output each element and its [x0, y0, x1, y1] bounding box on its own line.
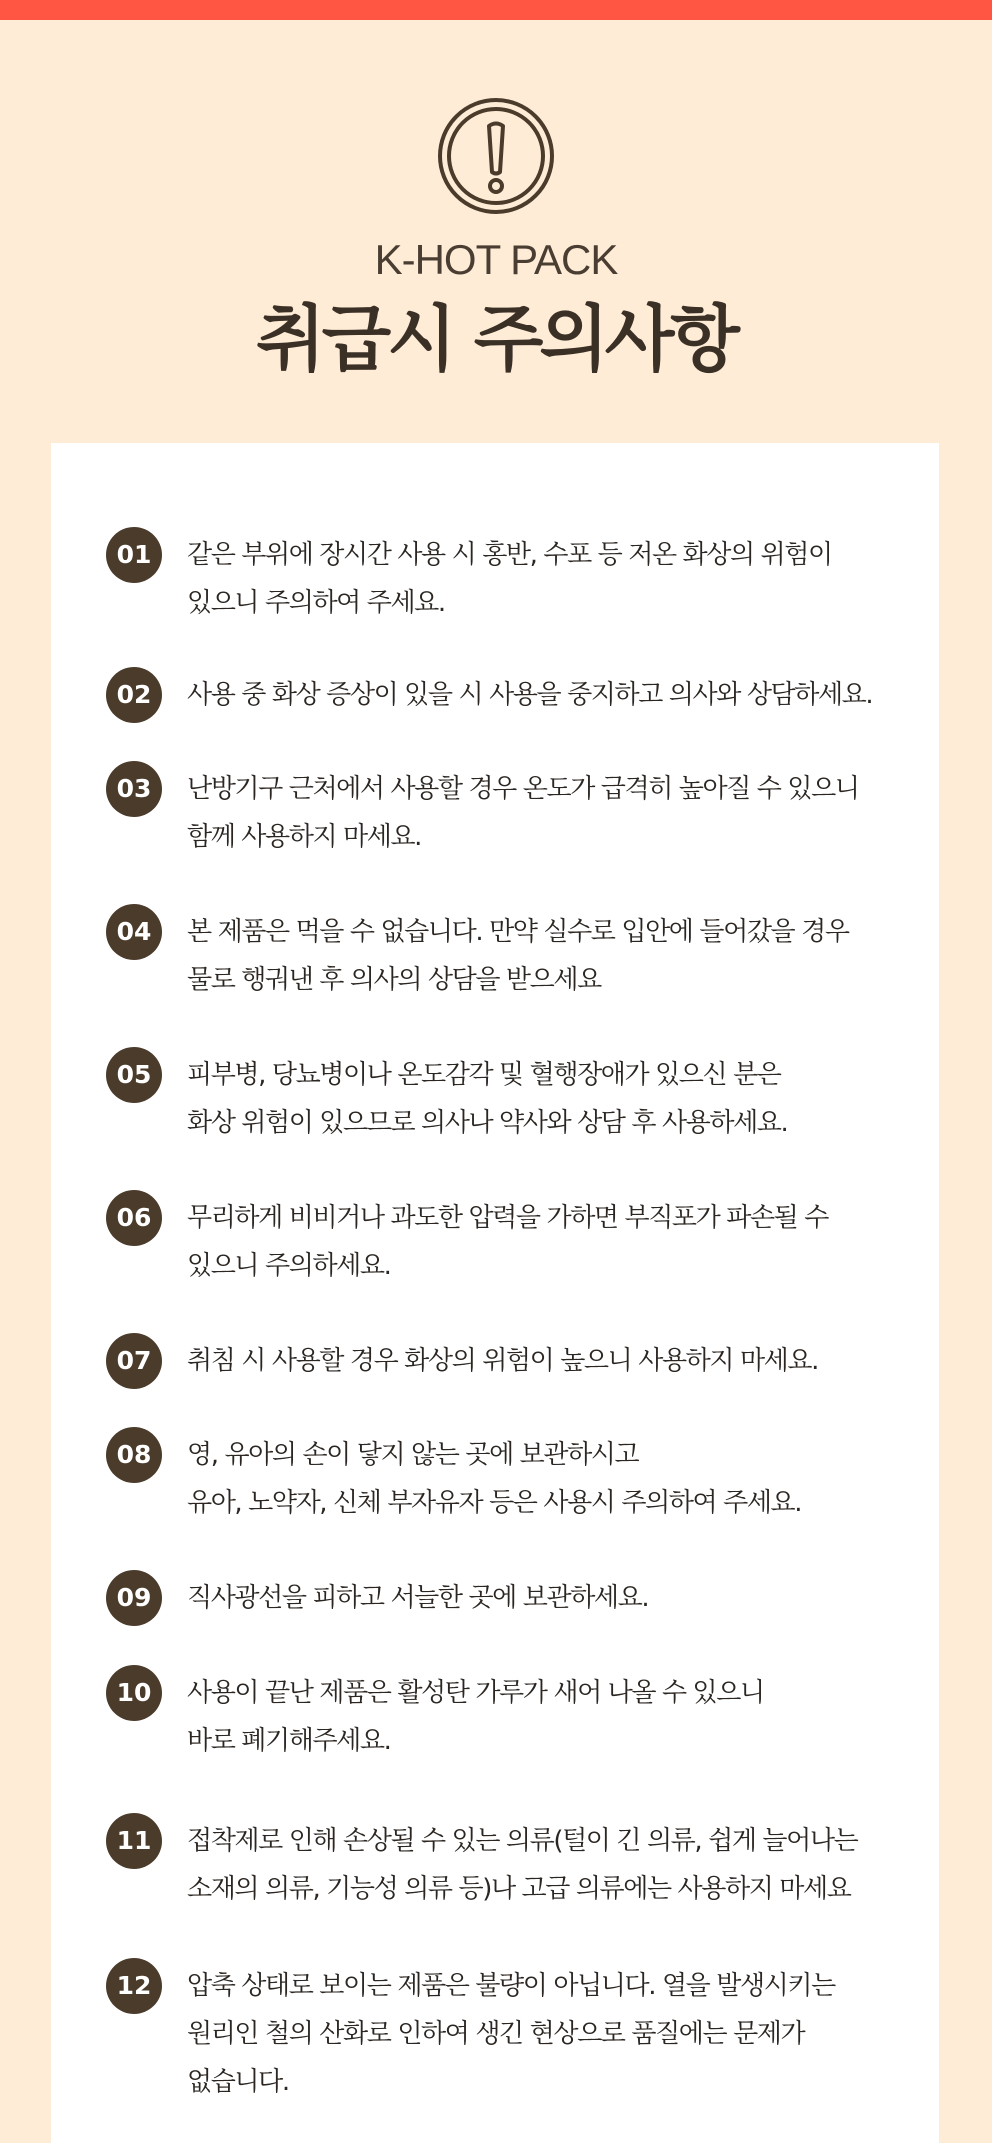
item-text — [187, 1431, 917, 1527]
item-text — [187, 531, 917, 627]
item-text — [187, 1962, 917, 2106]
page-title: 취급시 주의사항 — [256, 297, 736, 381]
item-number-badge: 04 — [106, 904, 162, 960]
item-text-line: 피부병, 당뇨병이나 온도감각 및 혈행장애가 있으신 분은 — [187, 1060, 781, 1090]
top-accent-bar — [0, 0, 992, 20]
exclamation-circle-icon — [436, 96, 556, 216]
item-text — [187, 1051, 917, 1147]
item-number-badge: 03 — [106, 761, 162, 817]
item-text — [187, 671, 917, 719]
item-text-line: 압축 상태로 보이는 제품은 불량이 아닙니다. 열을 발생시키는 — [187, 1971, 835, 2001]
item-text-line: 직사광선을 피하고 서늘한 곳에 보관하세요. — [187, 1583, 649, 1613]
item-number-badge: 07 — [106, 1333, 162, 1389]
item-text-line: 화상 위험이 있으므로 의사나 약사와 상담 후 사용하세요. — [187, 1108, 788, 1138]
item-text-line: 있으니 주의하여 주세요. — [187, 588, 445, 618]
item-number-badge: 12 — [106, 1958, 162, 2014]
item-text-line: 같은 부위에 장시간 사용 시 홍반, 수포 등 저온 화상의 위험이 — [187, 540, 832, 570]
caution-list-card — [51, 443, 939, 2143]
header — [0, 96, 992, 380]
item-text-line: 무리하게 비비거나 과도한 압력을 가하면 부직포가 파손될 수 — [187, 1203, 828, 1233]
item-text-line: 함께 사용하지 마세요. — [187, 822, 422, 852]
item-text-line: 없습니다. — [187, 2067, 289, 2097]
item-text-line: 사용이 끝난 제품은 활성탄 가루가 새어 나올 수 있으니 — [187, 1678, 764, 1708]
item-number-badge: 02 — [106, 667, 162, 723]
item-text — [187, 765, 917, 861]
item-number-badge: 06 — [106, 1190, 162, 1246]
item-text-line: 접착제로 인해 손상될 수 있는 의류(털이 긴 의류, 쉽게 늘어나는 — [187, 1826, 858, 1856]
item-number-badge: 10 — [106, 1665, 162, 1721]
item-text-line: 유아, 노약자, 신체 부자유자 등은 사용시 주의하여 주세요. — [187, 1488, 802, 1518]
product-subtitle: K-HOT PACK — [374, 236, 618, 283]
item-text-line: 취침 시 사용할 경우 화상의 위험이 높으니 사용하지 마세요. — [187, 1346, 818, 1376]
item-text-line: 물로 행궈낸 후 의사의 상담을 받으세요 — [187, 965, 601, 995]
item-text — [187, 908, 917, 1004]
item-text-line: 사용 중 화상 증상이 있을 시 사용을 중지하고 의사와 상담하세요. — [187, 680, 873, 710]
item-text — [187, 1194, 917, 1290]
item-text-line: 원리인 철의 산화로 인하여 생긴 현상으로 품질에는 문제가 — [187, 2019, 805, 2049]
item-text — [187, 1337, 917, 1385]
item-text-line: 바로 폐기해주세요. — [187, 1726, 391, 1756]
item-number-badge: 05 — [106, 1047, 162, 1103]
item-number-badge: 01 — [106, 527, 162, 583]
item-text — [187, 1817, 917, 1913]
item-text-line: 있으니 주의하세요. — [187, 1251, 391, 1281]
item-text-line: 난방기구 근처에서 사용할 경우 온도가 급격히 높아질 수 있으니 — [187, 774, 859, 804]
item-text-line: 소재의 의류, 기능성 의류 등)나 고급 의류에는 사용하지 마세요 — [187, 1874, 851, 1904]
item-text — [187, 1669, 917, 1765]
item-text — [187, 1574, 917, 1622]
item-number-badge: 09 — [106, 1570, 162, 1626]
item-number-badge: 11 — [106, 1813, 162, 1869]
item-text-line: 본 제품은 먹을 수 없습니다. 만약 실수로 입안에 들어갔을 경우 — [187, 917, 849, 947]
item-number-badge: 08 — [106, 1427, 162, 1483]
item-text-line: 영, 유아의 손이 닿지 않는 곳에 보관하시고 — [187, 1440, 639, 1470]
